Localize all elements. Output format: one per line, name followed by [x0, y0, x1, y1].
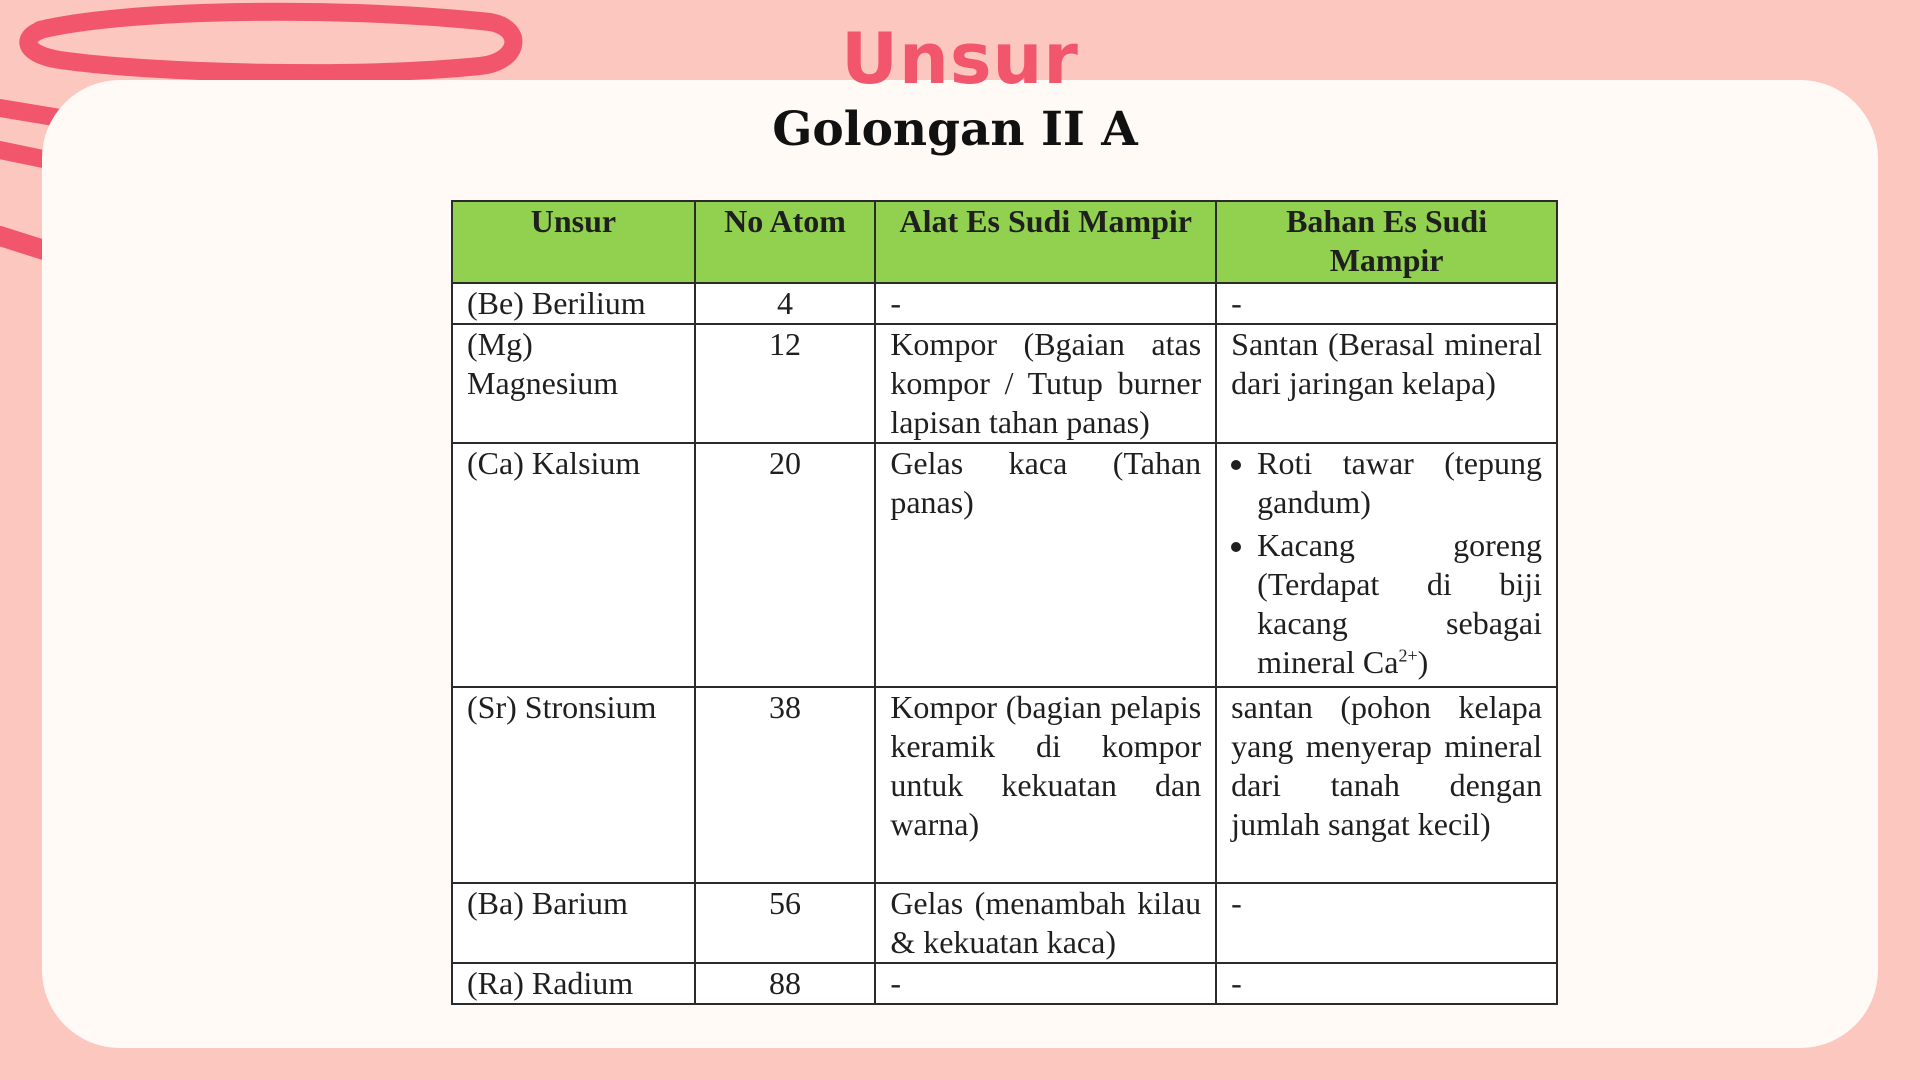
cell-bahan: - — [1216, 963, 1557, 1004]
page-subtitle: Golongan II A — [772, 102, 1138, 157]
cell-unsur: (Mg) Magnesium — [452, 324, 695, 443]
cell-bahan — [1216, 443, 1557, 687]
cell-bahan: - — [1216, 883, 1557, 963]
list-item-text: Kacang goreng (Terdapat di biji kacang sebagai mineral Ca — [1257, 527, 1542, 680]
closing-paren: ) — [1417, 644, 1429, 680]
cell-alat: Gelas (menambah kilau & kekuatan kaca) — [875, 883, 1216, 963]
table-row — [452, 883, 1557, 963]
cell-unsur: (Ba) Barium — [452, 883, 695, 963]
cell-no-atom: 38 — [695, 687, 876, 883]
cell-no-atom: 4 — [695, 283, 876, 324]
header-bahan: Bahan Es Sudi Mampir — [1216, 201, 1557, 283]
table-row — [452, 324, 1557, 443]
cell-alat: - — [875, 283, 1216, 324]
cell-no-atom: 88 — [695, 963, 876, 1004]
cell-unsur: (Be) Berilium — [452, 283, 695, 324]
list-item: • Roti tawar (tepung gandum) — [1257, 444, 1542, 522]
table-header-row — [452, 201, 1557, 283]
cell-bahan: santan (pohon kelapa yang menyerap mineral dari tanah dengan jumlah sangat kecil) — [1216, 687, 1557, 883]
cell-alat: Kompor (bagian pelapis keramik di kompor untuk kekuatan dan warna) — [875, 687, 1216, 883]
cell-no-atom: 12 — [695, 324, 876, 443]
list-item — [1257, 526, 1542, 682]
page-title: Unsur — [841, 18, 1079, 100]
cell-no-atom: 20 — [695, 443, 876, 687]
superscript-charge: 2+ — [1398, 645, 1418, 666]
header-unsur: Unsur — [452, 201, 695, 283]
header-alat: Alat Es Sudi Mampir — [875, 201, 1216, 283]
cell-unsur: (Ra) Radium — [452, 963, 695, 1004]
bahan-list — [1231, 444, 1542, 682]
table-row — [452, 963, 1557, 1004]
table-row — [452, 443, 1557, 687]
cell-alat: Kompor (Bgaian atas kompor / Tutup burner lapisan tahan panas) — [875, 324, 1216, 443]
header-no-atom: No Atom — [695, 201, 876, 283]
cell-unsur: (Sr) Stronsium — [452, 687, 695, 883]
cell-no-atom: 56 — [695, 883, 876, 963]
cell-bahan: Santan (Berasal mineral dari jaringan kelapa) — [1216, 324, 1557, 443]
cell-bahan: - — [1216, 283, 1557, 324]
table-row — [452, 283, 1557, 324]
element-table — [451, 200, 1558, 1005]
cell-alat: - — [875, 963, 1216, 1004]
cell-unsur: (Ca) Kalsium — [452, 443, 695, 687]
table-row — [452, 687, 1557, 883]
cell-alat: Gelas kaca (Tahan panas) — [875, 443, 1216, 687]
